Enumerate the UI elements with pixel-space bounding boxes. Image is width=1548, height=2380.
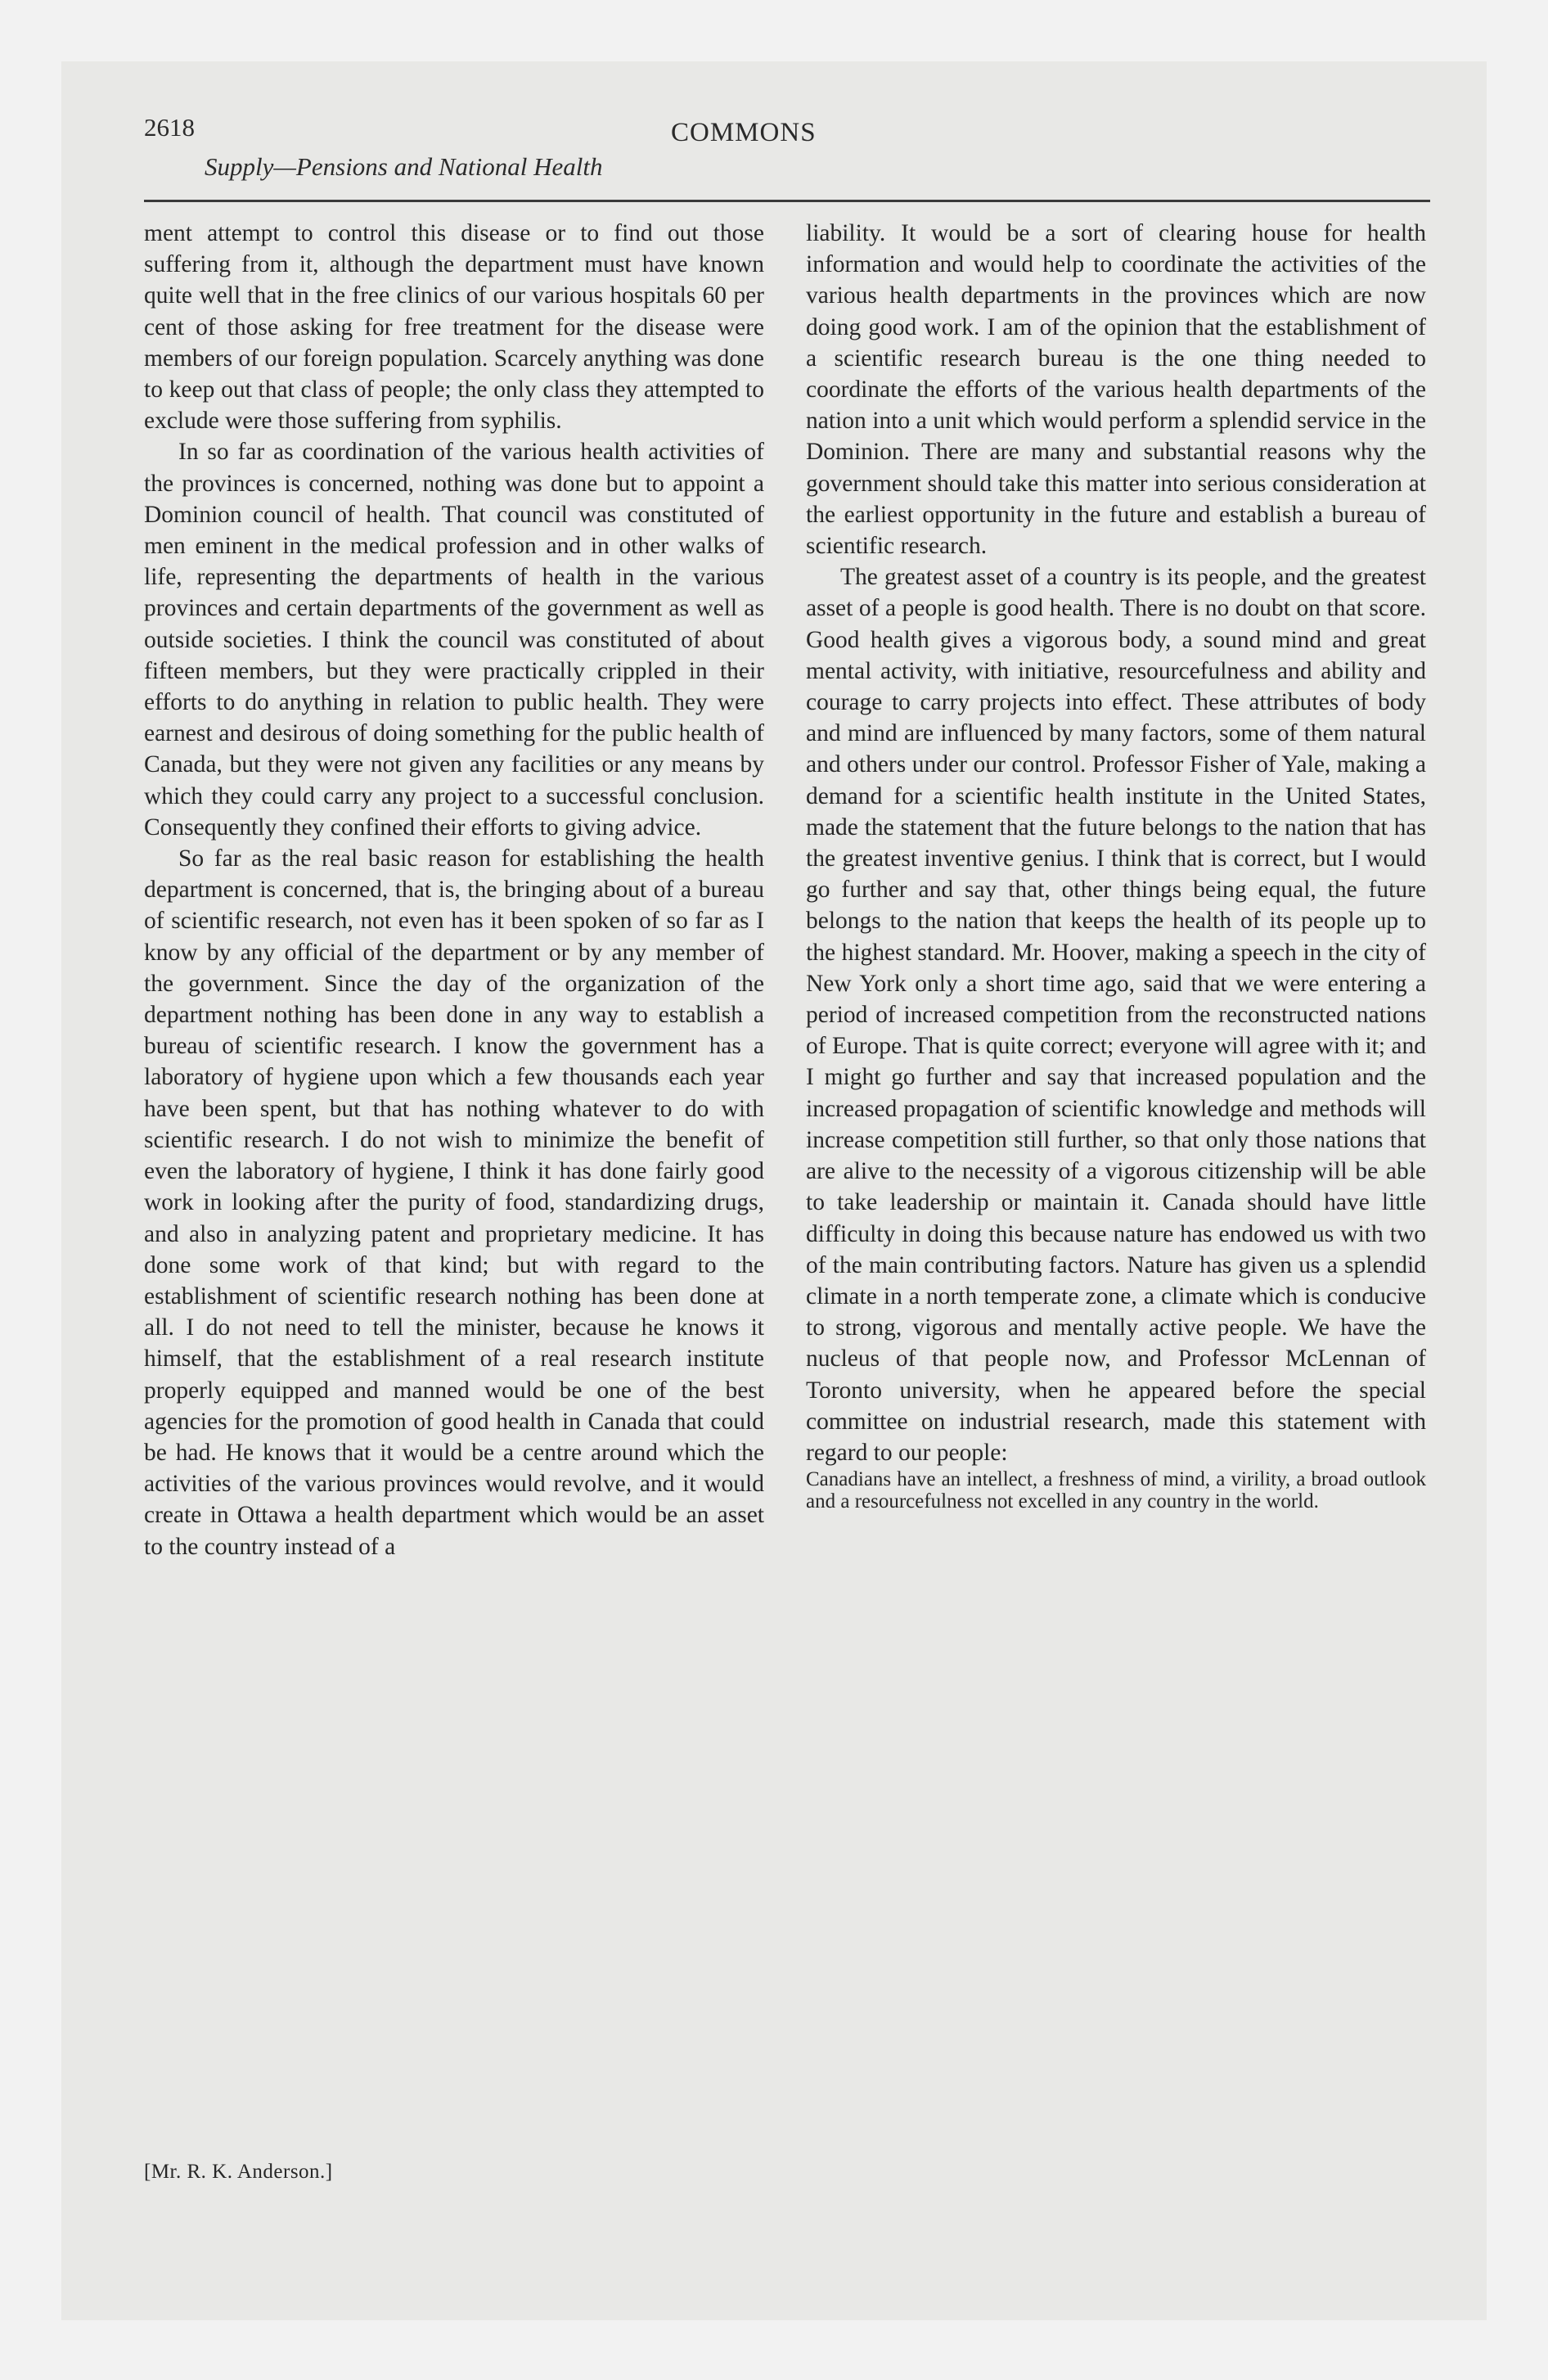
right-column xyxy=(806,218,1426,1512)
left-paragraph-2: In so far as coordination of the various health activities of the provinces is concerned, nothing was done but to appoint a Dominion council of health. That council was constituted of men eminent in the medical profession and in other walks of life, representing the departments of health in the various provinces and certain departments of the government as well as outside societies. I think the council was constituted of about fifteen members, but they were practically crippled in their efforts to do anything in relation to public health. They were earnest and desirous of doing something for the public health of Canada, but they were not given any facilities or any means by which they could carry any project to a successful conclusion. Consequently they confined their efforts to giving advice. xyxy=(144,439,764,841)
page-title: COMMONS xyxy=(671,118,817,147)
speaker-attribution: [Mr. R. K. Anderson.] xyxy=(144,2161,333,2183)
block-quote: Canadians have an intellect, a freshness of mind, a virility, a broad outlook and a resourcefulness not excelled in any country in the world. xyxy=(806,1468,1426,1513)
left-paragraph-3: So far as the real basic reason for establishing the health department is concerned, that is, the bringing about of a bureau of scientific research, not even has it been spoken of so far as I know by any official of the department or by any member of the government. Since the day of the organization of the department nothing has been done in any way to establish a bureau of scientific research. I know the government has a laboratory of hygiene upon which a few thousands each year have been spent, but that has nothing whatever to do with scientific research. I do not wish to minimize the benefit of even the laboratory of hygiene, I think it has done fairly good work in looking after the purity of food, standardizing drugs, and also in analyzing patent and proprietary medicine. It has done some work of that kind; but with regard to the establishment of scientific research nothing has been done at all. I do not need to tell the minister, because he knows it himself, that the establishment of a real research institute properly equipped and manned would be one of the best agencies for the promotion of good health in Canada that could be had. He knows that it would be a centre around which the activities of the various provinces would revolve, and it would create in Ottawa a health department which would be an asset to the country instead of a xyxy=(144,845,764,1560)
page-subtitle: Supply—Pensions and National Health xyxy=(205,152,603,181)
header-rule xyxy=(144,200,1430,202)
right-paragraph-2: The greatest asset of a country is its people, and the greatest asset of a people is good health. There is no doubt on that score. Good health gives a vigorous body, a sound mind and great mental activity, with initiative, resourcefulness and ability and courage to carry projects into effect. These attributes of body and mind are influenced by many factors, some of them natural and others under our control. Professor Fisher of Yale, making a demand for a scientific health institute in the United States, made the statement that the future belongs to the nation that has the greatest inventive genius. I think that is correct, but I would go further and say that, other things being equal, the future belongs to the nation that keeps the health of its people up to the highest standard. Mr. Hoover, making a speech in the city of New York only a short time ago, said that we were entering a period of increased competition from the reconstructed nations of Europe. That is quite correct; everyone will agree with it; and I might go further and say that increased population and the increased propagation of scientific knowledge and methods will increase competition still further, so that only those nations that are alive to the necessity of a vigorous citizenship will be able to take leadership or maintain it. Canada should have little difficulty in doing this because nature has endowed us with two of the main contributing factors. Nature has given us a splendid climate in a north temperate zone, a climate which is conducive to strong, vigorous and mentally active people. We have the nucleus of that people now, and Professor McLennan of Toronto university, when he appeared before the special committee on industrial research, made this statement with regard to our people: xyxy=(806,564,1426,1466)
page-number: 2618 xyxy=(144,113,195,142)
left-column xyxy=(144,218,764,1562)
left-paragraph-1: ment attempt to control this disease or to find out those suffering from it, although the department must have known quite well that in the free clinics of our various hospitals 60 per cent of those asking for free treatment for the disease were members of our foreign population. Scarcely anything was done to keep out that class of people; the only class they attempted to exclude were those suffering from syphilis. xyxy=(144,220,764,435)
right-paragraph-1: liability. It would be a sort of clearing house for health information and would help to coordinate the activities of the various health departments in the provinces which are now doing good work. I am of the opinion that the establishment of a scientific research bureau is the one thing needed to coordinate the efforts of the various health departments of the nation into a unit which would perform a splendid service in the Dominion. There are many and substantial reasons why the government should take this matter into serious consideration at the earliest opportunity in the future and establish a bureau of scientific research. xyxy=(806,220,1426,560)
